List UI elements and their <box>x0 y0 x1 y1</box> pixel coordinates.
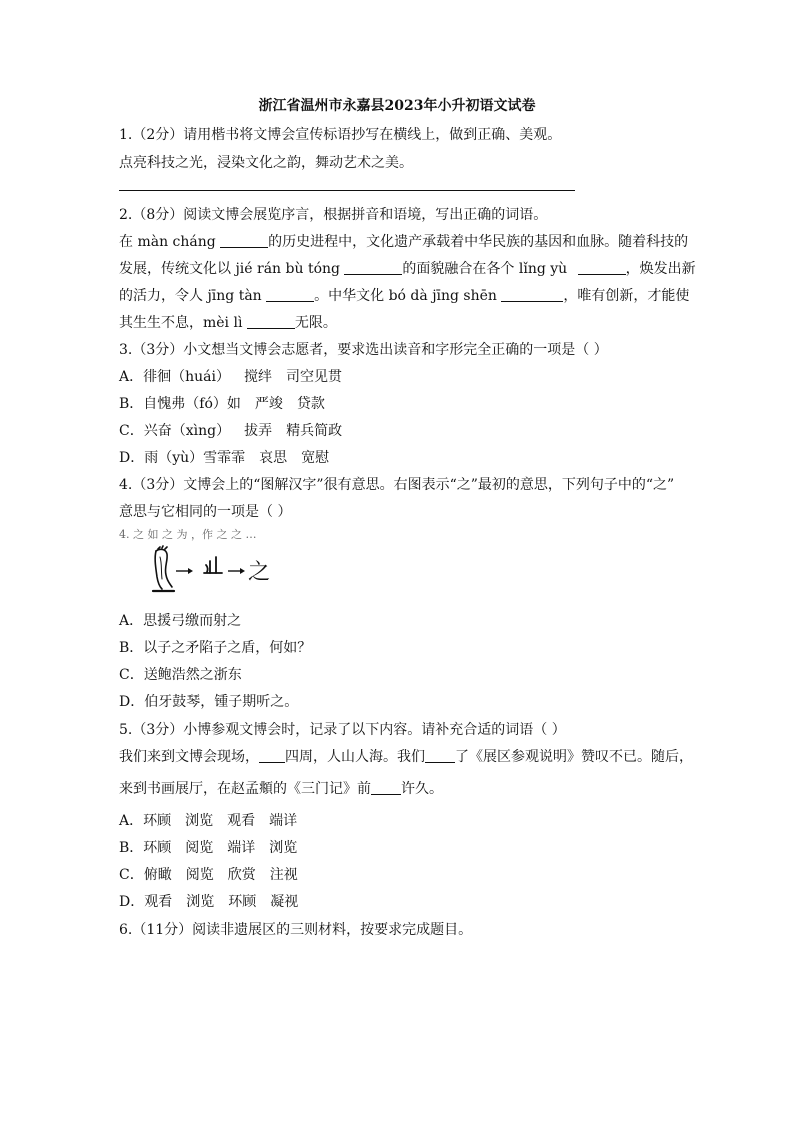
q2-blank-6[interactable] <box>247 314 295 329</box>
q4-clipped-text: 4. 之 如 之 为 ，作 之 之 … <box>119 528 257 541</box>
q5-d-item: 浏览 <box>186 894 215 910</box>
q5-c-item: 阅览 <box>185 867 214 883</box>
arrow-head-icon <box>240 568 245 574</box>
q3-option-d[interactable] <box>119 447 329 467</box>
q3-c-item: 精兵简政 <box>286 423 343 439</box>
page-title: 浙江省温州市永嘉县2023年小升初语文试卷 <box>258 98 536 114</box>
seal-script-zhi-icon <box>204 557 222 573</box>
q2-text: ，焕发出新 <box>625 261 696 277</box>
q5-blank-1[interactable] <box>259 748 285 763</box>
q5-d-item: D．观看 <box>119 894 173 910</box>
q5-d-item: 环顾 <box>228 894 257 910</box>
q4-stem-1: 4.（3分）文博会上的“图解汉字”很有意思。右图表示“之”最初的意思，下列句子中的“之” <box>119 477 675 493</box>
q2-blank-2[interactable] <box>344 260 402 275</box>
q5-text: 来到书画展厅，在赵孟頫的《三门记》前 <box>119 781 371 797</box>
q5-text: 了《展区参观说明》赞叹不已。随后， <box>455 749 693 765</box>
q1-slogan: 点亮科技之光，浸染文化之韵，舞动艺术之美。 <box>119 155 413 171</box>
zhi-character: 之 <box>248 560 271 585</box>
q5-option-b[interactable] <box>119 837 297 857</box>
q5-a-item: 端详 <box>269 813 298 829</box>
q2-line-4 <box>119 312 337 332</box>
q2-text: 无限。 <box>294 315 337 331</box>
arrow-head-icon <box>188 568 193 574</box>
q2-line-3 <box>119 285 689 305</box>
q5-c-item: C．俯瞰 <box>119 867 172 883</box>
q2-blank-1[interactable] <box>220 233 268 248</box>
q5-passage-line-1 <box>119 746 693 766</box>
zhi-evolution-figure <box>150 545 275 595</box>
q5-stem: 5.（3分）小博参观文博会时，记录了以下内容。请补充合适的词语（ ） <box>119 722 566 738</box>
q3-option-b[interactable] <box>119 393 325 413</box>
q3-c-item: C．兴奋（xìng） <box>119 423 231 439</box>
q6-stem: 6.（11分）阅读非遗展区的三则材料，按要求完成题目。 <box>119 922 473 938</box>
q5-option-c[interactable] <box>119 864 298 884</box>
foot-pictograph-icon <box>153 546 174 591</box>
q4-option-b[interactable]: B．以子之矛陷子之盾，何如？ <box>119 640 312 656</box>
q5-c-item: 欣赏 <box>227 867 256 883</box>
q5-blank-3[interactable] <box>371 780 401 795</box>
q4-option-c[interactable]: C．送鲍浩然之浙东 <box>119 667 242 683</box>
q2-blank-3[interactable] <box>578 260 626 275</box>
q3-d-item: 哀思 <box>259 450 288 466</box>
q2-blank-5[interactable] <box>501 287 563 302</box>
q3-d-item: 宽慰 <box>301 450 330 466</box>
q5-b-item: B．环顾 <box>119 840 172 856</box>
q5-b-item: 阅览 <box>185 840 214 856</box>
q5-d-item: 凝视 <box>270 894 299 910</box>
q5-blank-2[interactable] <box>425 748 455 763</box>
q5-a-item: A．环顾 <box>119 813 172 829</box>
q3-b-item: 严竣 <box>254 396 283 412</box>
q3-option-a[interactable] <box>119 366 342 386</box>
q3-a-item: 搅绊 <box>243 369 272 385</box>
q2-text: 发展，传统文化以 jié rán bù tóng <box>119 261 345 277</box>
q4-option-d[interactable]: D．伯牙鼓琴，锺子期听之。 <box>119 694 299 710</box>
q5-c-item: 注视 <box>269 867 298 883</box>
q2-text: 的活力，令人 jīng tàn <box>119 288 267 304</box>
q2-blank-4[interactable] <box>266 287 314 302</box>
q5-a-item: 观看 <box>227 813 256 829</box>
q5-text: 我们来到文博会现场， <box>119 749 259 765</box>
q2-text: 的面貌融合在各个 lǐng yù <box>402 261 572 277</box>
q5-passage-line-2 <box>119 778 443 798</box>
q1-stem: 1.（2分）请用楷书将文博会宣传标语抄写在横线上，做到正确、美观。 <box>119 127 562 143</box>
q5-text: 许久。 <box>401 781 443 797</box>
q4-option-a[interactable]: A．思援弓缴而射之 <box>119 613 242 629</box>
q5-option-d[interactable] <box>119 891 298 911</box>
q4-stem-2: 意思与它相同的一项是（ ） <box>119 504 292 520</box>
q2-text: 其生生不息，mèi lì <box>119 315 247 331</box>
q2-text: 的历史进程中，文化遗产承载着中华民族的基因和血脉。随着科技的 <box>268 234 689 250</box>
q2-text: 。中华文化 bó dà jīng shēn <box>314 288 502 304</box>
q5-b-item: 浏览 <box>269 840 298 856</box>
q2-line-2 <box>119 258 696 278</box>
q2-text: ，唯有创新，才能使 <box>563 288 690 304</box>
q3-option-c[interactable] <box>119 420 342 440</box>
q3-a-item: 司空见贯 <box>285 369 342 385</box>
q3-a-item: A．徘徊（huái） <box>119 369 230 385</box>
q3-stem: 3.（3分）小文想当文博会志愿者，要求选出读音和字形完全正确的一项是（ ） <box>119 342 608 358</box>
q2-line-1 <box>119 231 688 251</box>
q3-c-item: 拔弄 <box>244 423 273 439</box>
q5-b-item: 端详 <box>227 840 256 856</box>
q1-answer-line <box>119 190 575 191</box>
q5-text: 四周，人山人海。我们 <box>285 749 425 765</box>
q5-option-a[interactable] <box>119 810 297 830</box>
q2-text: 在 màn cháng <box>119 234 221 250</box>
q2-stem: 2.（8分）阅读文博会展览序言，根据拼音和语境，写出正确的词语。 <box>119 207 548 223</box>
q5-a-item: 浏览 <box>185 813 214 829</box>
q3-b-item: B．自愧弗（fó）如 <box>119 396 241 412</box>
q3-b-item: 贷款 <box>296 396 325 412</box>
q3-d-item: D．雨（yù）雪霏霏 <box>119 450 246 466</box>
